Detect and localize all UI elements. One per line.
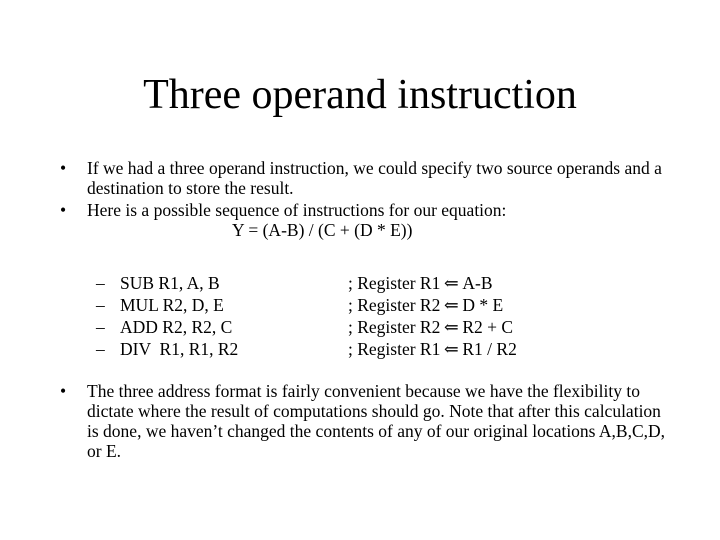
- slide-title: Three operand instruction: [143, 72, 577, 118]
- bullet-text-line: Here is a possible sequence of instructions for our equation:: [87, 200, 507, 220]
- comment-value: D * E: [462, 295, 504, 315]
- instruction-list: [96, 272, 656, 360]
- instruction-row: [96, 338, 656, 360]
- comment-prefix: ; Register R2: [348, 295, 441, 315]
- comment-prefix: ; Register R1: [348, 273, 441, 293]
- bullet-list-final: [60, 381, 670, 463]
- bullet-list: [60, 158, 670, 242]
- instruction-code: ADD R2, R2, C: [120, 317, 233, 337]
- comment-value: R2 + C: [462, 317, 514, 337]
- left-arrow-icon: ⇐: [444, 295, 459, 315]
- bullet-marker: •: [60, 158, 67, 178]
- instruction-row: [96, 294, 656, 316]
- left-arrow-icon: ⇐: [444, 317, 459, 337]
- instruction-code: DIV R1, R1, R2: [120, 339, 239, 359]
- comment-prefix: ; Register R2: [348, 317, 441, 337]
- instruction-code: MUL R2, D, E: [120, 295, 224, 315]
- instruction-comment: [348, 338, 656, 360]
- instruction-comment: [348, 272, 656, 294]
- bullet-item: [60, 158, 670, 198]
- bullet-text: [87, 200, 670, 240]
- bullet-text: If we had a three operand instruction, we could specify two source operands and a destination to store the result.: [87, 158, 662, 198]
- bullet-marker: •: [60, 200, 67, 220]
- instruction-row: [96, 316, 656, 338]
- dash-marker: –: [96, 339, 105, 359]
- dash-marker: –: [96, 273, 105, 293]
- instruction-comment: [348, 316, 656, 338]
- comment-prefix: ; Register R1: [348, 339, 441, 359]
- bullet-marker: •: [60, 381, 67, 401]
- dash-marker: –: [96, 295, 105, 315]
- instruction-code: SUB R1, A, B: [120, 273, 220, 293]
- bullet-item: [60, 381, 670, 461]
- comment-value: R1 / R2: [462, 339, 517, 359]
- instruction-row: [96, 272, 656, 294]
- bullet-text: The three address format is fairly convenient because we have the flexibility to dictate where the result of computations should go. Note that after this calculation is done, we haven’t changed the contents of any of our original locations A,B,C,D, or E.: [87, 381, 666, 461]
- dash-marker: –: [96, 317, 105, 337]
- bullet-item: [60, 200, 670, 240]
- comment-value: A-B: [462, 273, 493, 293]
- left-arrow-icon: ⇐: [444, 339, 459, 359]
- instruction-comment: [348, 294, 656, 316]
- equation: Y = (A-B) / (C + (D * E)): [232, 220, 413, 240]
- left-arrow-icon: ⇐: [444, 273, 459, 293]
